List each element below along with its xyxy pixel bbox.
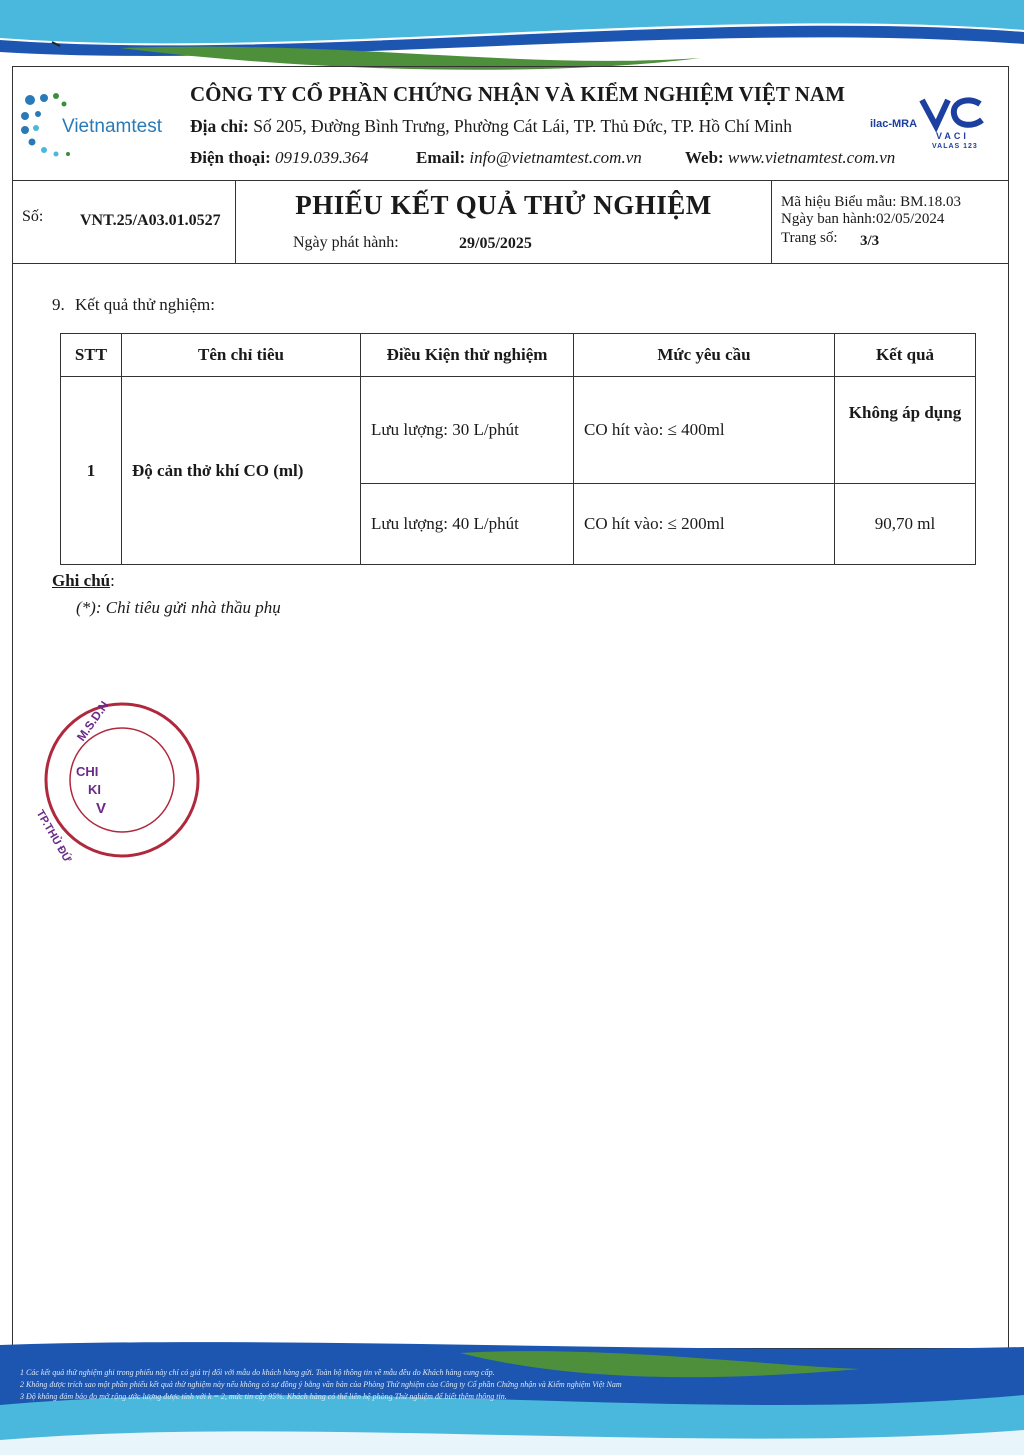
form-date-label: Ngày ban hành: <box>781 211 876 227</box>
vaci-label: VACI <box>936 131 969 141</box>
header-parameter: Tên chỉ tiêu <box>122 334 361 377</box>
header-result: Kết quả <box>835 334 976 377</box>
company-stamp <box>33 698 122 865</box>
form-date-line <box>781 211 944 228</box>
email-label: Email: <box>416 148 466 167</box>
report-title: PHIẾU KẾT QUẢ THỬ NGHIỆM <box>295 190 712 220</box>
stamp-city-text: TP.THỦ ĐỨ <box>33 808 74 865</box>
header-stt: STT <box>61 334 122 377</box>
stamp-inner-text: CHI <box>76 764 99 779</box>
header-divider-vertical <box>771 180 772 263</box>
section-heading <box>52 295 215 315</box>
form-date: 02/05/2024 <box>875 211 945 227</box>
valas-label: VALAS 123 <box>932 143 978 150</box>
issue-date: 29/05/2025 <box>459 235 532 252</box>
company-name: CÔNG TY CỔ PHẦN CHỨNG NHẬN VÀ KIỂM NGHIỆM VIỆT NAM <box>190 82 845 106</box>
cell-result: Không áp dụng <box>835 377 976 484</box>
stamp-inner-text: V <box>96 800 107 817</box>
address-value: Số 205, Đường Bình Trưng, Phường Cát Lái, TP. Thủ Đức, TP. Hồ Chí Minh <box>253 116 792 136</box>
section-number: 9. <box>52 295 65 314</box>
logo-dots-icon <box>20 88 68 162</box>
form-code: Mã hiệu Biểu mẫu: BM.18.03 <box>781 194 961 210</box>
report-number: VNT.25/A03.01.0527 <box>80 212 221 229</box>
stamp-ring-icon <box>42 700 202 860</box>
cell-stt: 1 <box>61 377 122 565</box>
footer-note-2: 2 Không được trích sao một phần phiếu kết quả thử nghiệm này nếu không có sự đồng ý bằng văn bản của Phòng Thử nghiệm của Công ty Cổ phần Chứng nhận và Kiểm nghiệm Việt Nam <box>20 1380 622 1389</box>
notes-heading <box>52 571 115 591</box>
company-web <box>685 148 895 168</box>
footer-note-3: 3 Độ không đảm bảo đo mở rộng ước lượng được tính với k = 2, mức tin cậy 95%. Khách hàng có thể liên hệ phòng Thử nghiệm để biết thêm thông tin. <box>20 1392 507 1401</box>
cell-requirement: CO hít vào: ≤ 400ml <box>574 377 835 484</box>
company-phone <box>190 148 369 168</box>
company-email <box>416 148 642 168</box>
phone-value: 0919.039.364 <box>275 148 369 167</box>
logo-text: Vietnamtest <box>62 116 162 137</box>
header-divider <box>12 263 1009 264</box>
stamp-ring-text: M.S.D.N <box>73 698 112 744</box>
footer-note-1: 1 Các kết quả thử nghiệm ghi trong phiếu này chỉ có giá trị đối với mẫu do khách hàng gửi. Toàn bộ thông tin về mẫu đều do Khách hàng cung cấp. <box>20 1368 495 1377</box>
page-number: 3/3 <box>860 233 880 249</box>
table-header-row <box>61 334 976 377</box>
web-value: www.vietnamtest.com.vn <box>727 148 896 167</box>
header-condition: Điều Kiện thử nghiệm <box>361 334 574 377</box>
top-decorative-band <box>0 0 1024 70</box>
cell-result: 90,70 ml <box>835 484 976 565</box>
header-divider <box>12 180 1009 181</box>
vaci-logo-icon <box>918 96 988 134</box>
results-table <box>60 333 976 565</box>
notes-colon: : <box>110 571 115 590</box>
web-label: Web: <box>685 148 724 167</box>
section-title: Kết quả thử nghiệm: <box>75 295 215 314</box>
notes-title: Ghi chú <box>52 571 111 590</box>
report-number-label: Số: <box>22 208 44 225</box>
table-row <box>61 377 976 484</box>
header-requirement: Mức yêu cầu <box>574 334 835 377</box>
email-value: info@vietnamtest.com.vn <box>469 148 642 167</box>
cell-requirement: CO hít vào: ≤ 200ml <box>574 484 835 565</box>
page-label: Trang số: <box>781 230 838 246</box>
phone-label: Điện thoại: <box>190 148 271 167</box>
cell-parameter: Độ cản thở khí CO (ml) <box>122 377 361 565</box>
notes-text: (*): Chỉ tiêu gửi nhà thầu phụ <box>76 598 281 617</box>
issue-date-label: Ngày phát hành: <box>293 234 399 251</box>
company-logo <box>20 88 190 163</box>
cell-condition: Lưu lượng: 30 L/phút <box>361 377 574 484</box>
address-label: Địa chỉ: <box>190 116 249 136</box>
cell-condition: Lưu lượng: 40 L/phút <box>361 484 574 565</box>
company-address <box>190 116 792 137</box>
stamp-inner-text: KI <box>88 782 101 797</box>
ilac-mra-logo: ilac-MRA <box>870 118 918 130</box>
